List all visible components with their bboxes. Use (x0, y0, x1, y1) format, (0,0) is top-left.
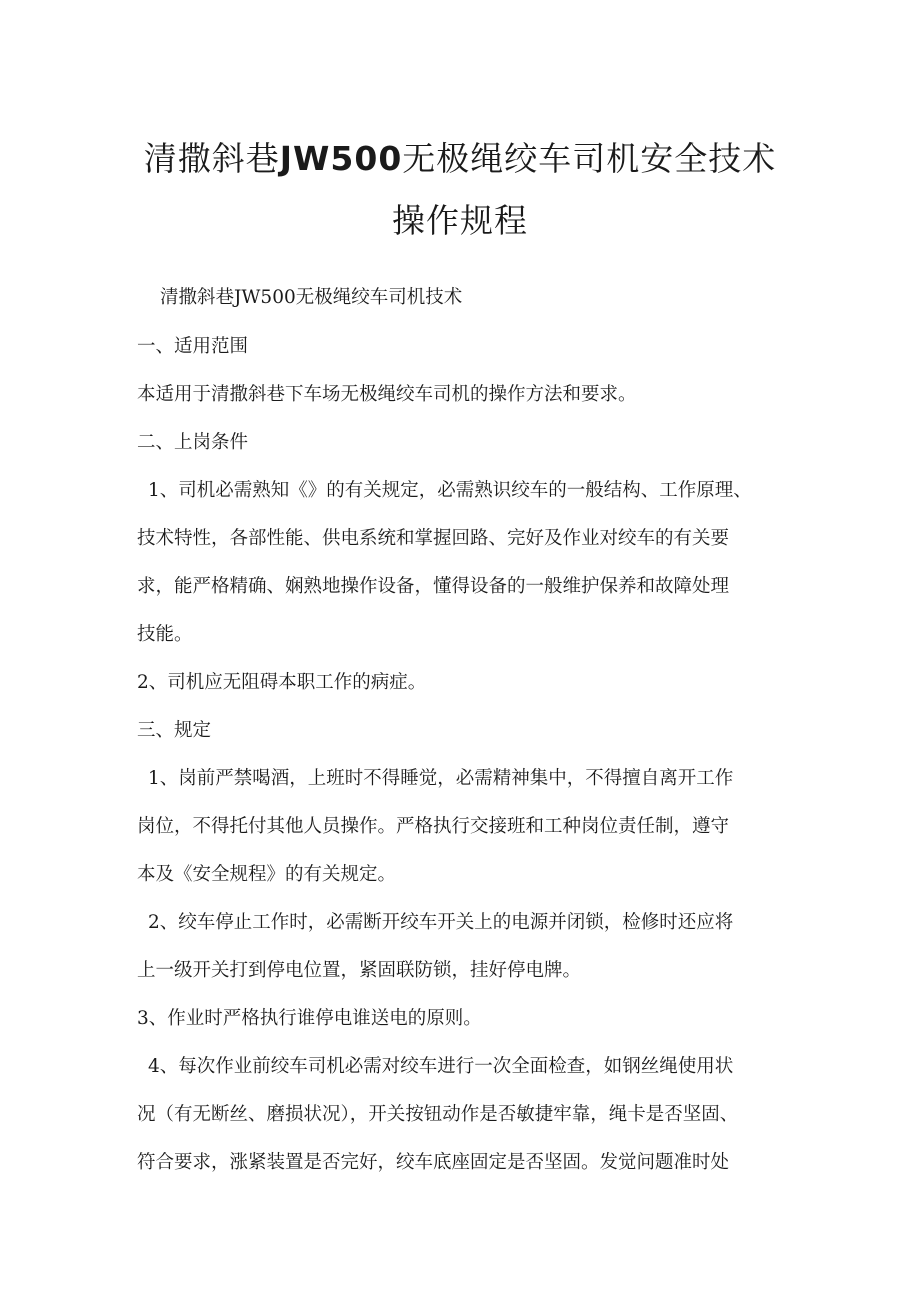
section-heading-scope: 一、适用范围 (137, 336, 249, 357)
document-title-line-1 (0, 139, 920, 178)
section-heading-rules: 三、规定 (137, 720, 212, 741)
paragraph-line: 况（有无断丝、磨损状况），开关按钮动作是否敏捷牢靠，绳卡是否坚固、 (137, 1104, 739, 1125)
document-title-line-2: 操作规程 (392, 201, 528, 240)
paragraph-line: 本适用于清撒斜巷下车场无极绳绞车司机的操作方法和要求。 (137, 384, 637, 405)
paragraph-line: 技术特性，各部性能、供电系统和掌握回路、完好及作业对绞车的有关要 (137, 528, 730, 549)
paragraph-line: 4、每次作业前绞车司机必需对绞车进行一次全面检查，如钢丝绳使用状 (148, 1056, 734, 1077)
paragraph-line: 1、司机必需熟知《》的有关规定，必需熟识绞车的一般结构、工作原理、 (148, 480, 752, 501)
title-suffix: 无极绳绞车司机安全技术 (402, 139, 777, 178)
section-heading-conditions: 二、上岗条件 (137, 432, 249, 453)
paragraph-line: 岗位，不得托付其他人员操作。严格执行交接班和工种岗位责任制，遵守 (137, 816, 730, 837)
paragraph-line: 求，能严格精确、娴熟地操作设备，懂得设备的一般维护保养和故障处理 (137, 576, 730, 597)
paragraph-line: 3、作业时严格执行谁停电谁送电的原则。 (137, 1008, 482, 1029)
paragraph-line: 技能。 (137, 624, 193, 645)
paragraph-line: 1、岗前严禁喝酒，上班时不得睡觉，必需精神集中，不得擅自离开工作 (148, 768, 734, 789)
title-prefix: 清撒斜巷 (143, 139, 280, 178)
paragraph-line: 2、绞车停止工作时，必需断开绞车开关上的电源并闭锁，检修时还应将 (148, 912, 734, 933)
paragraph-line: 符合要求，涨紧装置是否完好，绞车底座固定是否坚固。发觉问题准时处 (137, 1152, 730, 1173)
paragraph-line: 本及《安全规程》的有关规定。 (137, 864, 397, 885)
document-subtitle: 清撒斜巷JW500无极绳绞车司机技术 (160, 287, 463, 308)
title-code: JW500 (279, 139, 403, 178)
paragraph-line: 上一级开关打到停电位置，紧固联防锁，挂好停电牌。 (137, 960, 582, 981)
paragraph-line: 2、司机应无阻碍本职工作的病症。 (137, 672, 427, 693)
